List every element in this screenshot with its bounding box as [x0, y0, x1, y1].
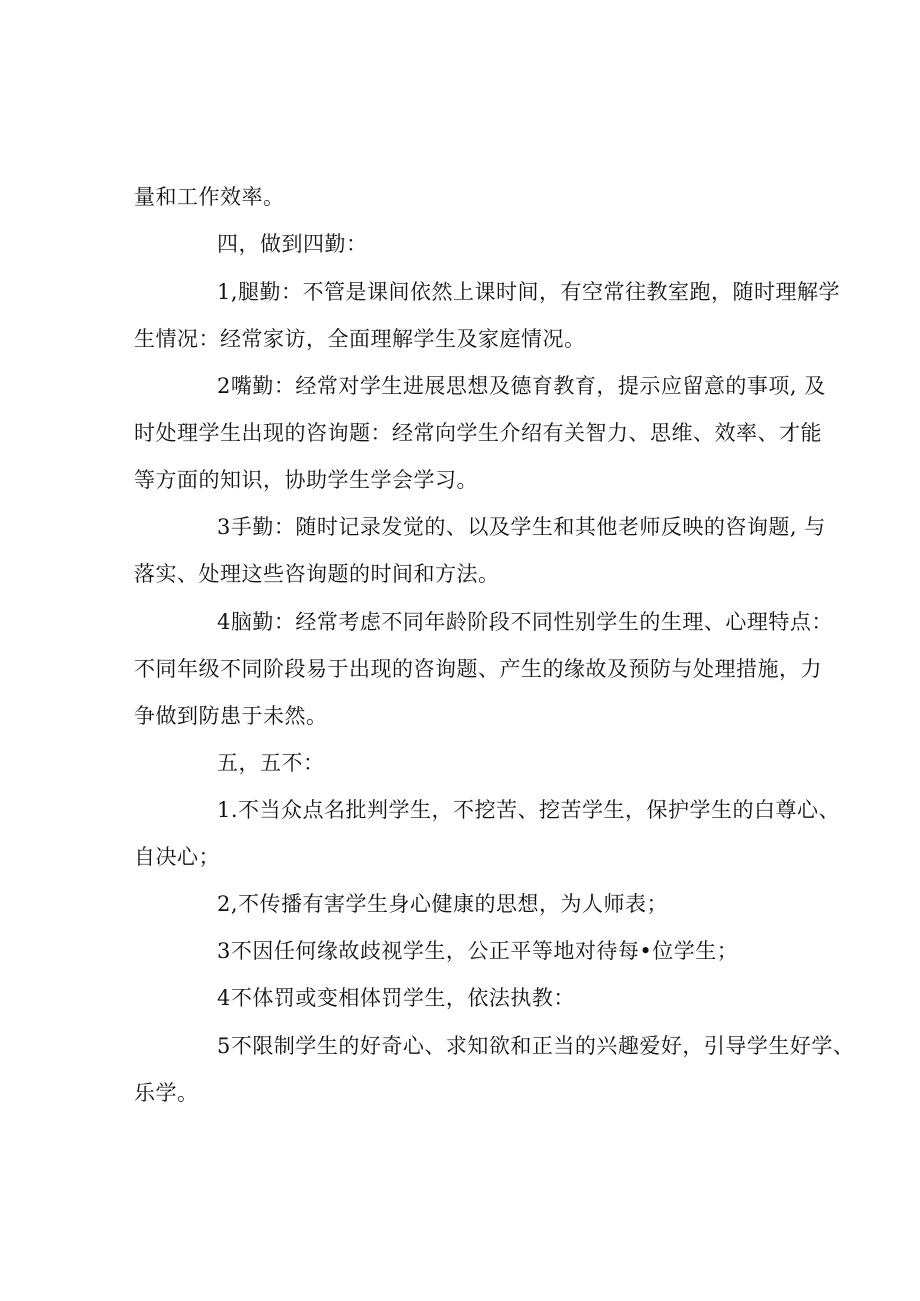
- text-line: 时处理学生出现的咨询题：经常向学生介绍有关智力、思维、效率、才能: [134, 421, 822, 445]
- text-line: 3不因任何缘故歧视学生，公正平等地对待每•位学生；: [217, 939, 739, 963]
- text-line: 2嘴勤：经常对学生进展思想及德育教育，提示应留意的事项, 及: [217, 374, 826, 398]
- text-line: 4不体罚或变相体罚学生，依法执教：: [217, 986, 575, 1010]
- text-line: 4脑勤：经常考虑不同年龄阶段不同性别学生的生理、心理特点：: [217, 610, 833, 634]
- text-line: 2,不传播有害学生身心健康的思想，为人师表；: [217, 892, 669, 916]
- section-heading-five-nots: 五，五不：: [217, 751, 325, 775]
- text-line: 落实、处理这些咨询题的时间和方法。: [134, 562, 500, 586]
- text-line: 3手勤：随时记录发觉的、以及学生和其他老师反映的咨询题, 与: [217, 515, 826, 539]
- text-line: 自决心；: [134, 845, 220, 869]
- text-line: 不同年级不同阶段易于出现的咨询题、产生的缘故及预防与处理措施，力: [134, 657, 822, 681]
- text-line: 争做到防患于未然。: [134, 704, 328, 728]
- text-line: 生情况：经常家访，全面理解学生及家庭情况。: [134, 327, 586, 351]
- text-line: 等方面的知识，协助学生学会学习。: [134, 468, 478, 492]
- text-line: 5不限制学生的好奇心、求知欲和正当的兴趣爱好，引导学生好学、: [217, 1034, 855, 1058]
- text-line: 1.不当众点名批判学生，不挖苦、挖苦学生，保护学生的白尊心、: [217, 798, 841, 822]
- text-line: 量和工作效率。: [134, 185, 285, 209]
- text-line: 乐学。: [134, 1081, 199, 1105]
- section-heading-four-diligences: 四，做到四勤：: [217, 232, 368, 256]
- text-line: 1,腿勤：不管是课间依然上课时间，有空常往教室跑，随时理解学: [217, 280, 841, 304]
